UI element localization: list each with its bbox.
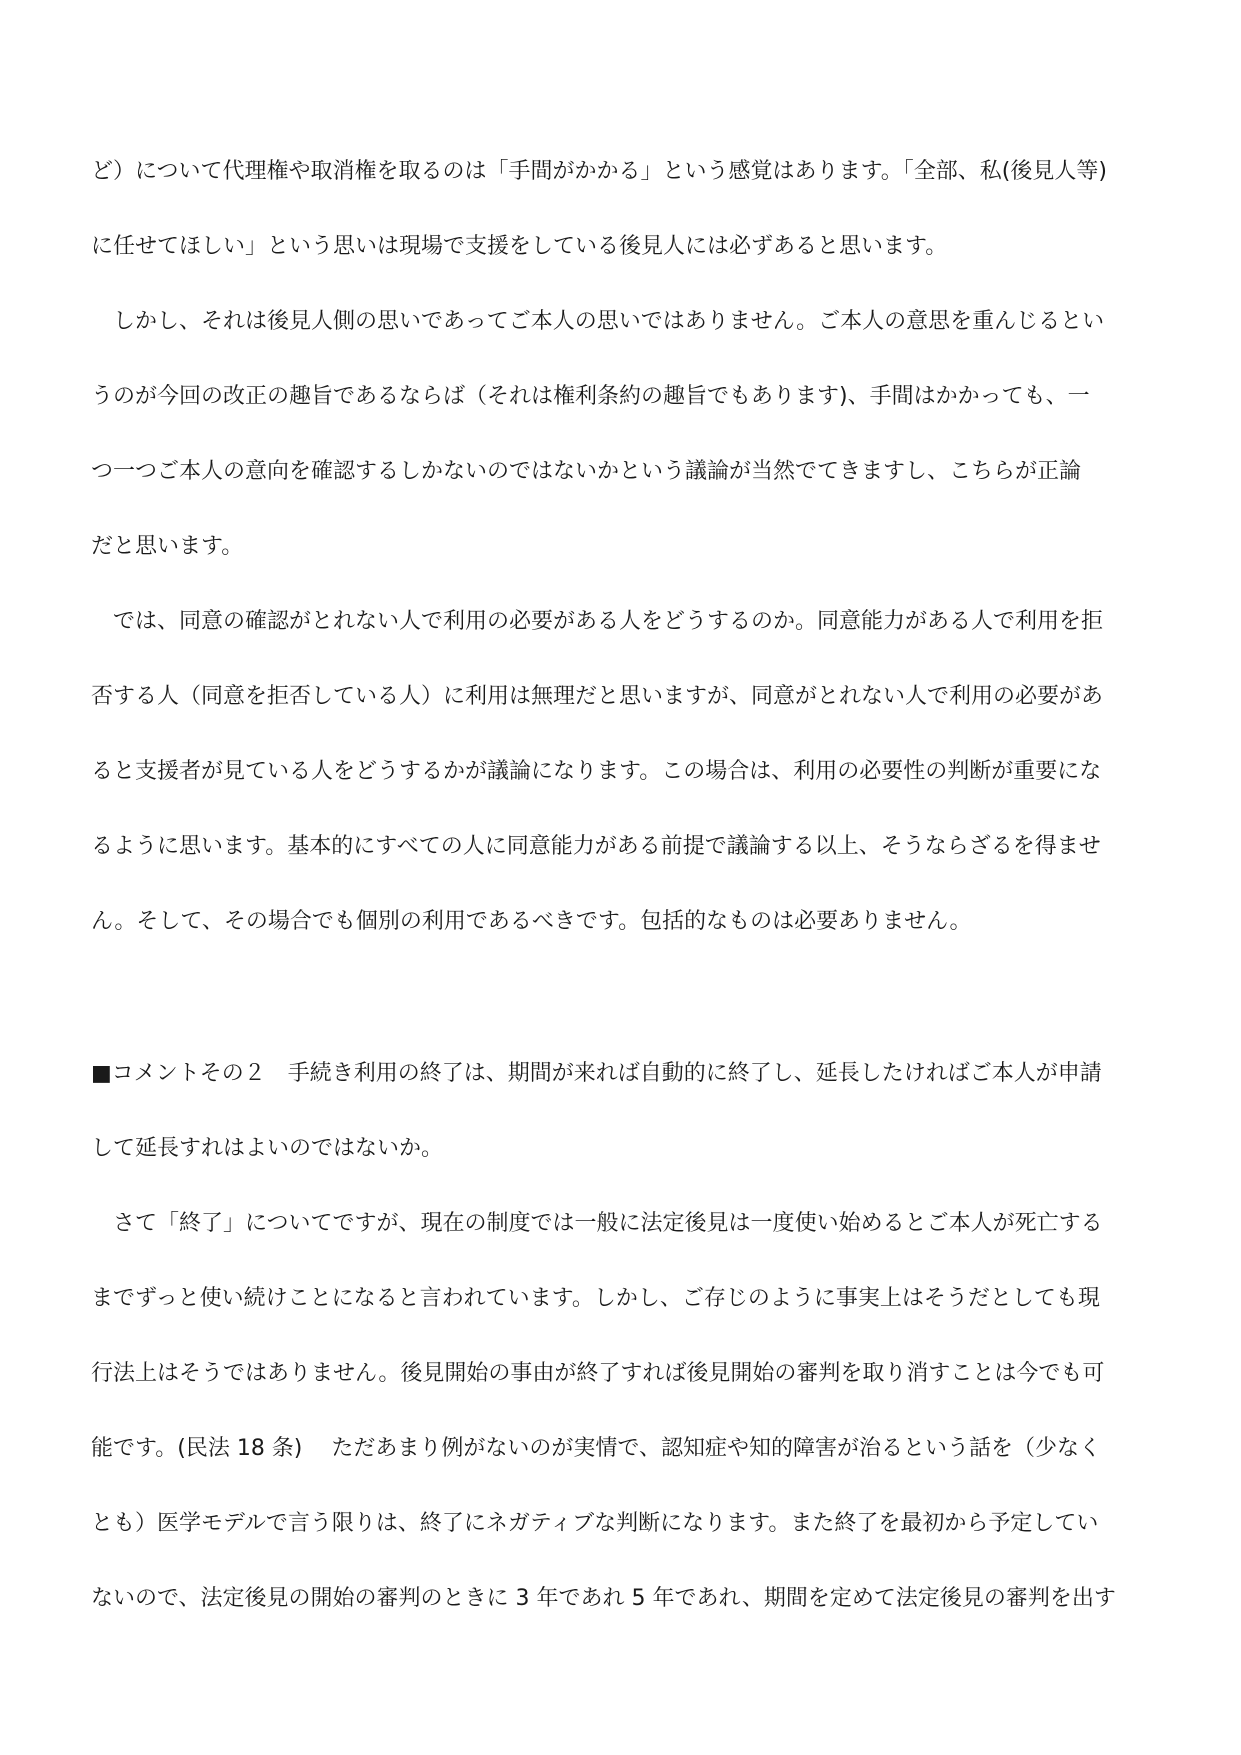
text-line: ないので、法定後見の開始の審判のときに 3 年であれ 5 年であれ、期間を定めて法定後見の審判を出す (91, 1586, 1116, 1611)
text-line: とも）医学モデルで言う限りは、終了にネガティブな判断になります。また終了を最初から予定してい (91, 1511, 1099, 1536)
text-line: さて「終了」についてですが、現在の制度では一般に法定後見は一度使い始めるとご本人が死亡する (91, 1211, 1103, 1236)
text-line: に任せてほしい」という思いは現場で支援をしている後見人には必ずあると思います。 (91, 234, 948, 259)
text-line: 否する人（同意を拒否している人）に利用は無理だと思いますが、同意がとれない人で利用の必要があ (91, 684, 1104, 709)
text-line: ると支援者が見ている人をどうするかが議論になります。この場合は、利用の必要性の判断が重要にな (91, 759, 1102, 784)
text-line: では、同意の確認がとれない人で利用の必要がある人をどうするのか。同意能力がある人で利用を拒 (91, 609, 1104, 634)
text-line: ん。そして、その場合でも個別の利用であるべきです。包括的なものは必要ありません。 (91, 909, 972, 934)
text-line: うのが今回の改正の趣旨であるならば（それは権利条約の趣旨でもあります)、手間はかかっても、一 (91, 384, 1090, 409)
text-line: 能です。(民法 18 条) ただあまり例がないのが実情で、認知症や知的障害が治るという話を（少なく (91, 1436, 1101, 1461)
text-line: るように思います。基本的にすべての人に同意能力がある前提で議論する以上、そうならざるを得ませ (91, 834, 1101, 859)
text-line: だと思います。 (91, 534, 244, 559)
text-line: までずっと使い続けことになると言われています。しかし、ご存じのように事実上はそうだとしても現 (91, 1286, 1100, 1311)
comment-heading: して延長すれはよいのではないか。 (91, 1136, 444, 1161)
text-line: しかし、それは後見人側の思いであってご本人の思いではありません。ご本人の意思を重んじるとい (91, 309, 1105, 334)
text-line: つ一つご本人の意向を確認するしかないのではないかという議論が当然でてきますし、こちらが正論 (91, 459, 1082, 484)
comment-heading: ■コメントその２ 手続き利用の終了は、期間が来れば自動的に終了し、延長したければご本人が申請 (91, 1061, 1102, 1086)
text-line: 行法上はそうではありません。後見開始の事由が終了すれば後見開始の審判を取り消すことは今でも可 (91, 1361, 1105, 1386)
text-line: ど）について代理権や取消権を取るのは「手間がかかる」という感覚はあります。「全部、私(後見人等) (91, 159, 1107, 184)
